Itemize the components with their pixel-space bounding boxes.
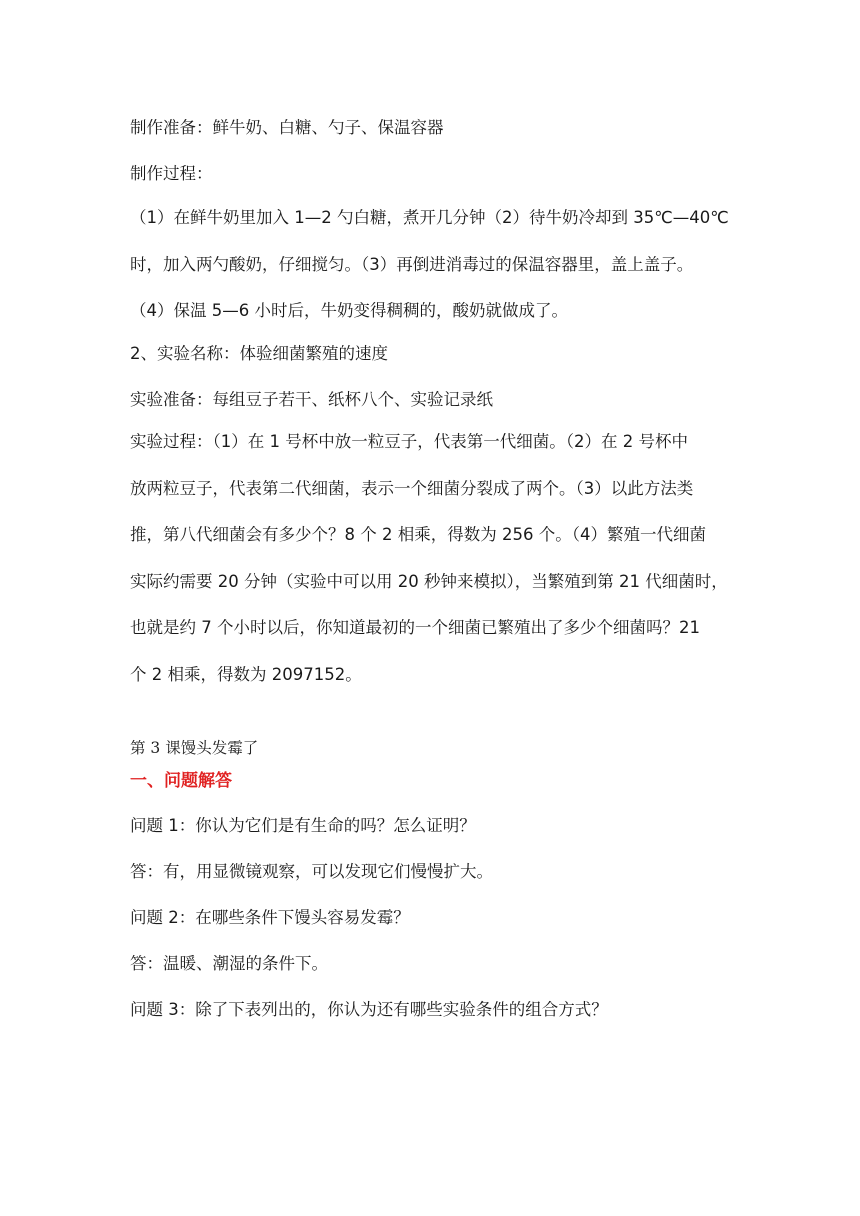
- experiment-process-line: 也就是约 7 个小时以后，你知道最初的一个细菌已繁殖出了多少个细菌吗？21: [130, 618, 700, 637]
- making-step-line: （4）保温 5—6 小时后，牛奶变得稠稠的，酸奶就做成了。: [130, 301, 568, 320]
- making-steps: [130, 206, 732, 346]
- experiment-process-line: 实验过程：（1）在 1 号杯中放一粒豆子，代表第一代细菌。（2）在 2 号杯中: [130, 432, 688, 451]
- section-heading: 一、问题解答: [130, 771, 232, 791]
- experiment-process-line: 放两粒豆子，代表第二代细菌，表示一个细菌分裂成了两个。（3）以此方法类: [130, 478, 694, 498]
- making-step-line: （1）在鲜牛奶里加入 1—2 勺白糖，煮开几分钟（2）待牛奶冷却到 35℃—40℃: [130, 208, 729, 227]
- lesson-title: 第 3 课馒头发霉了: [130, 739, 259, 757]
- making-process-label: 制作过程：: [130, 164, 213, 183]
- experiment-process-line: 个 2 相乘，得数为 2097152。: [130, 664, 362, 684]
- experiment-name: 2、实验名称：体验细菌繁殖的速度: [130, 344, 388, 363]
- making-step-line: 时，加入两勺酸奶，仔细搅匀。（3）再倒进消毒过的保温容器里，盖上盖子。: [130, 254, 694, 274]
- experiment-process-line: 推，第八代细菌会有多少个？8 个 2 相乘，得数为 256 个。（4）繁殖一代细菌: [130, 525, 706, 544]
- qa-question: 问题 1：你认为它们是有生命的吗？怎么证明？: [130, 816, 476, 835]
- qa-question: 问题 2：在哪些条件下馒头容易发霉？: [130, 908, 410, 927]
- experiment-prep: 实验准备：每组豆子若干、纸杯八个、实验记录纸: [130, 390, 493, 409]
- qa-question: 问题 3：除了下表列出的，你认为还有哪些实验条件的组合方式？: [130, 1000, 608, 1019]
- making-prep: 制作准备：鲜牛奶、白糖、勺子、保温容器: [130, 118, 444, 137]
- qa-answer: 答：温暖、潮湿的条件下。: [130, 954, 328, 973]
- experiment-process: [130, 430, 732, 709]
- experiment-process-line: 实际约需要 20 分钟（实验中可以用 20 秒钟来模拟），当繁殖到第 21 代细菌时，: [130, 571, 728, 591]
- qa-answer: 答：有，用显微镜观察，可以发现它们慢慢扩大。: [130, 862, 493, 881]
